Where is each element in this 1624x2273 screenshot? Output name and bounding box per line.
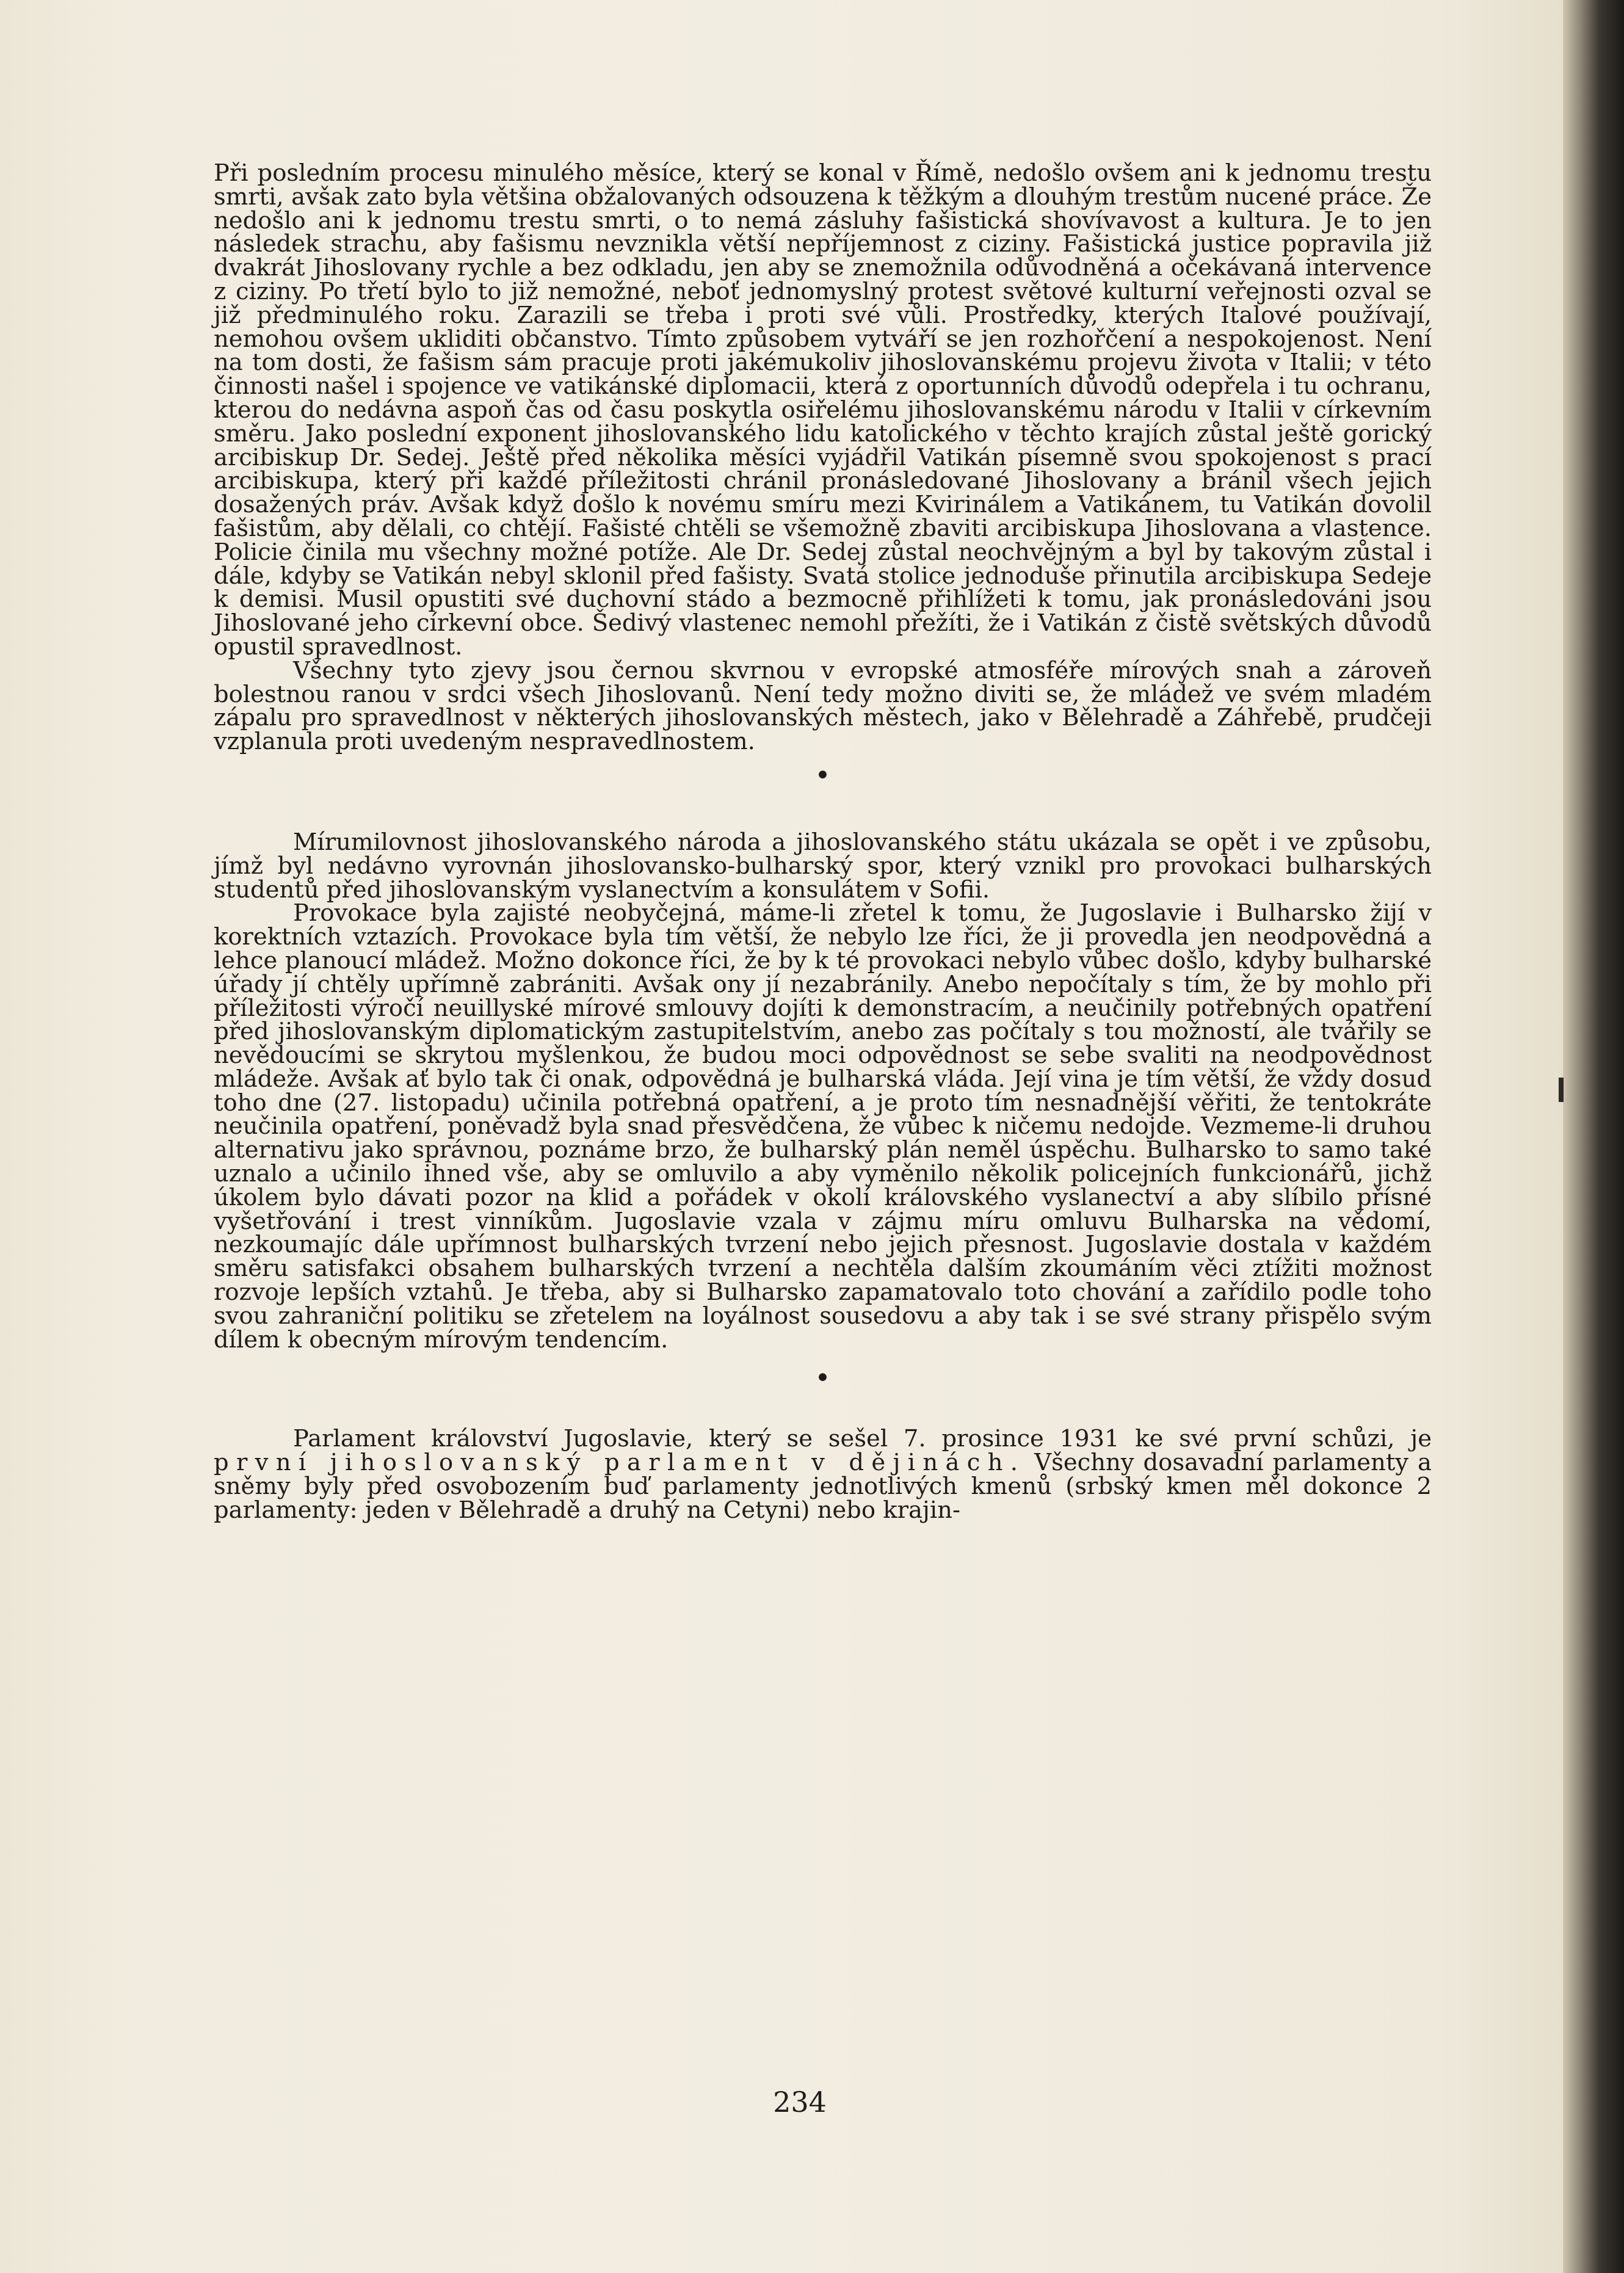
parliament-text-start: Parlament království Jugoslavie, který se sešel 7. prosince 1931 ke své první schůzi, je: [293, 1425, 1432, 1453]
page-edge-shadow: [1563, 0, 1624, 2273]
page-number: 234: [773, 2086, 827, 2119]
section-bulgaria: [214, 828, 1432, 1354]
emphasized-text: první jihoslovanský parlament v dějinách.: [214, 1449, 1026, 1477]
paragraph-provocation: Provokace byla zajisté neobyčejná, máme-li zřetel k tomu, že Jugoslavie i Bulharsko žijí v korektních vztazích. Provokace byla tím větší, že nebylo lze říci, že ji provedla jen neodpovědná a lehce planoucí mládež. Možno dokonce říci, že by k té provokaci nebylo vůbec došlo, kdyby bulharské úřady jí chtěly upřímně zabrániti. Avšak ony jí nezabránily. Anebo nepočítaly s tím, že by mohlo při příležitosti výročí neuillyské mírové smlouvy dojíti k demonstracím, a neučinily potřebných opatření před jihoslovanským diplomatickým zastupitelstvím, anebo zas počítaly s tou možností, ale tvářily se nevědoucími se skrytou myšlenkou, že budou moci odpovědnost se sebe svaliti na neodpovědnost mládeže. Avšak ať bylo tak či onak, odpovědná je bulharská vláda. Její vina je tím větší, že vždy dosud toho dne (27. listopadu) učinila potřebná opatření, a je proto tím nesnadnější věřiti, že tentokráte neučinila opatření, poněvadž byla snad přesvědčena, že vůbec k ničemu nedojde. Vezmeme-li druhou alternativu jako správnou, poznáme brzo, že bulharský plán neměl úspěchu. Bulharsko to samo také uznalo a učinilo ihned vše, aby se omluvilo a aby vyměnilo několik policejních funkcionářů, jichž úkolem bylo dávati pozor na klid a pořádek v okolí královského vyslanectví a aby slíbilo přísné vyšetřování i trest vinníkům. Jugoslavie vzala v zájmu míru omluvu Bulharska na vědomí, nezkoumajíc dále upřímnost bulharských tvrzení nebo jejich přesnost. Jugoslavie dostala v každém směru satisfakci obsahem bulharských tvrzení a nechtěla dalším zkoumáním věci ztížiti možnost rozvoje lepších vztahů. Je třeba, aby si Bulharsko zapamatovalo toto chování a zařídilo podle toho svou zahraniční politiku se zřetelem na loyálnost sousedovu a aby tak i se své strany přispělo svým dílem k obecným mírovým tendencím.: [214, 899, 1432, 1354]
section-separator: •: [814, 759, 831, 791]
paragraph-peacefulness: Mírumilovnost jihoslovanského národa a jihoslovanského státu ukázala se opět i ve způsobu, jímž byl nedávno vyrovnán jihoslovansko-bulharský spor, který vznikl pro provokaci bulharských studentů před jihoslovanským vyslanectvím a konsulátem v Sofii.: [214, 828, 1432, 904]
parliament-text-end: Všechny dosavadní parlamenty a sněmy byly před osvobozením buď parlamenty jednotlivých kmenů (srbský kmen měl dokonce 2 parlamenty: jeden v Bělehradě a druhý na Cetyni) nebo krajin-: [214, 1449, 1432, 1524]
section-separator: •: [814, 1363, 831, 1394]
section-parliament: [214, 1427, 1432, 1522]
paragraph-trial: Při posledním procesu minulého měsíce, který se konal v Římě, nedošlo ovšem ani k jednomu trestu smrti, avšak zato byla většina obžalovaných odsouzena k těžkým a dlouhým trestům nucené práce. Že nedošlo ani k jednomu trestu smrti, o to nemá zásluhy fašistická shovívavost a kultura. Je to jen následek strachu, aby fašismu nevznikla větší nepříjemnost z ciziny. Fašistická justice popravila již dvakrát Jihoslovany rychle a bez odkladu, jen aby se znemožnila odůvodněná a očekávaná intervence z ciziny. Po třetí bylo to již nemožné, neboť jednomyslný protest světové kulturní veřejnosti ozval se již předminulého roku. Zarazili se třeba i proti své vůli. Prostředky, kterých Italové používají, nemohou ovšem ukliditi občanstvo. Tímto způsobem vytváří se jen rozhořčení a nespokojenost. Není na tom dosti, že fašism sám pracuje proti jakémukoliv jihoslovanskému projevu života v Italii; v této činnosti našel i spojence ve vatikánské diplomacii, která z oportunních důvodů odepřela i tu ochranu, kterou do nedávna aspoň čas od času poskytla osiřelému jihoslovanskému národu v Italii v církevním směru. Jako poslední exponent jihoslovanského lidu katolického v těchto krajích zůstal ještě gorický arcibiskup Dr. Sedej. Ještě před několika měsíci vyjádřil Vatikán písemně svou spokojenost s prací arcibiskupa, který při každé příležitosti chránil pronásledované Jihoslovany a bránil všech jejich dosažených práv. Avšak když došlo k novému smíru mezi Kvirinálem a Vatikánem, tu Vatikán dovolil fašistům, aby dělali, co chtějí. Fašisté chtěli se všemožně zbaviti arcibiskupa Jihoslovana a vlastence. Policie činila mu všechny možné potíže. Ale Dr. Sedej zůstal neochvějným a byl by takovým zůstal i dále, kdyby se Vatikán nebyl sklonil před fašisty. Svatá stolice jednoduše přinutila arcibiskupa Sedeje k demisi. Musil opustiti své duchovní stádo a bezmocně přihlížeti k tomu, jak pronásledováni jsou Jihoslované jeho církevní obce. Šedivý vlastenec nemohl přežíti, že i Vatikán z čistě světských důvodů opustil spravedlnost.: [214, 159, 1432, 661]
edge-mark: [1559, 1078, 1564, 1102]
section-vatican: [214, 159, 1432, 756]
paragraph-parliament: [214, 1427, 1432, 1522]
body-text: [214, 159, 1432, 1524]
paragraph-injustice: Všechny tyto zjevy jsou černou skvrnou v evropské atmosféře mírových snah a zároveň bolestnou ranou v srdci všech Jihoslovanů. Není tedy možno diviti se, že mládež ve svém mladém zápalu pro spravedlnost v některých jihoslovanských městech, jako v Bělehradě a Záhřebě, prudčeji vzplanula proti uvedeným nespravedlnostem.: [214, 656, 1432, 756]
